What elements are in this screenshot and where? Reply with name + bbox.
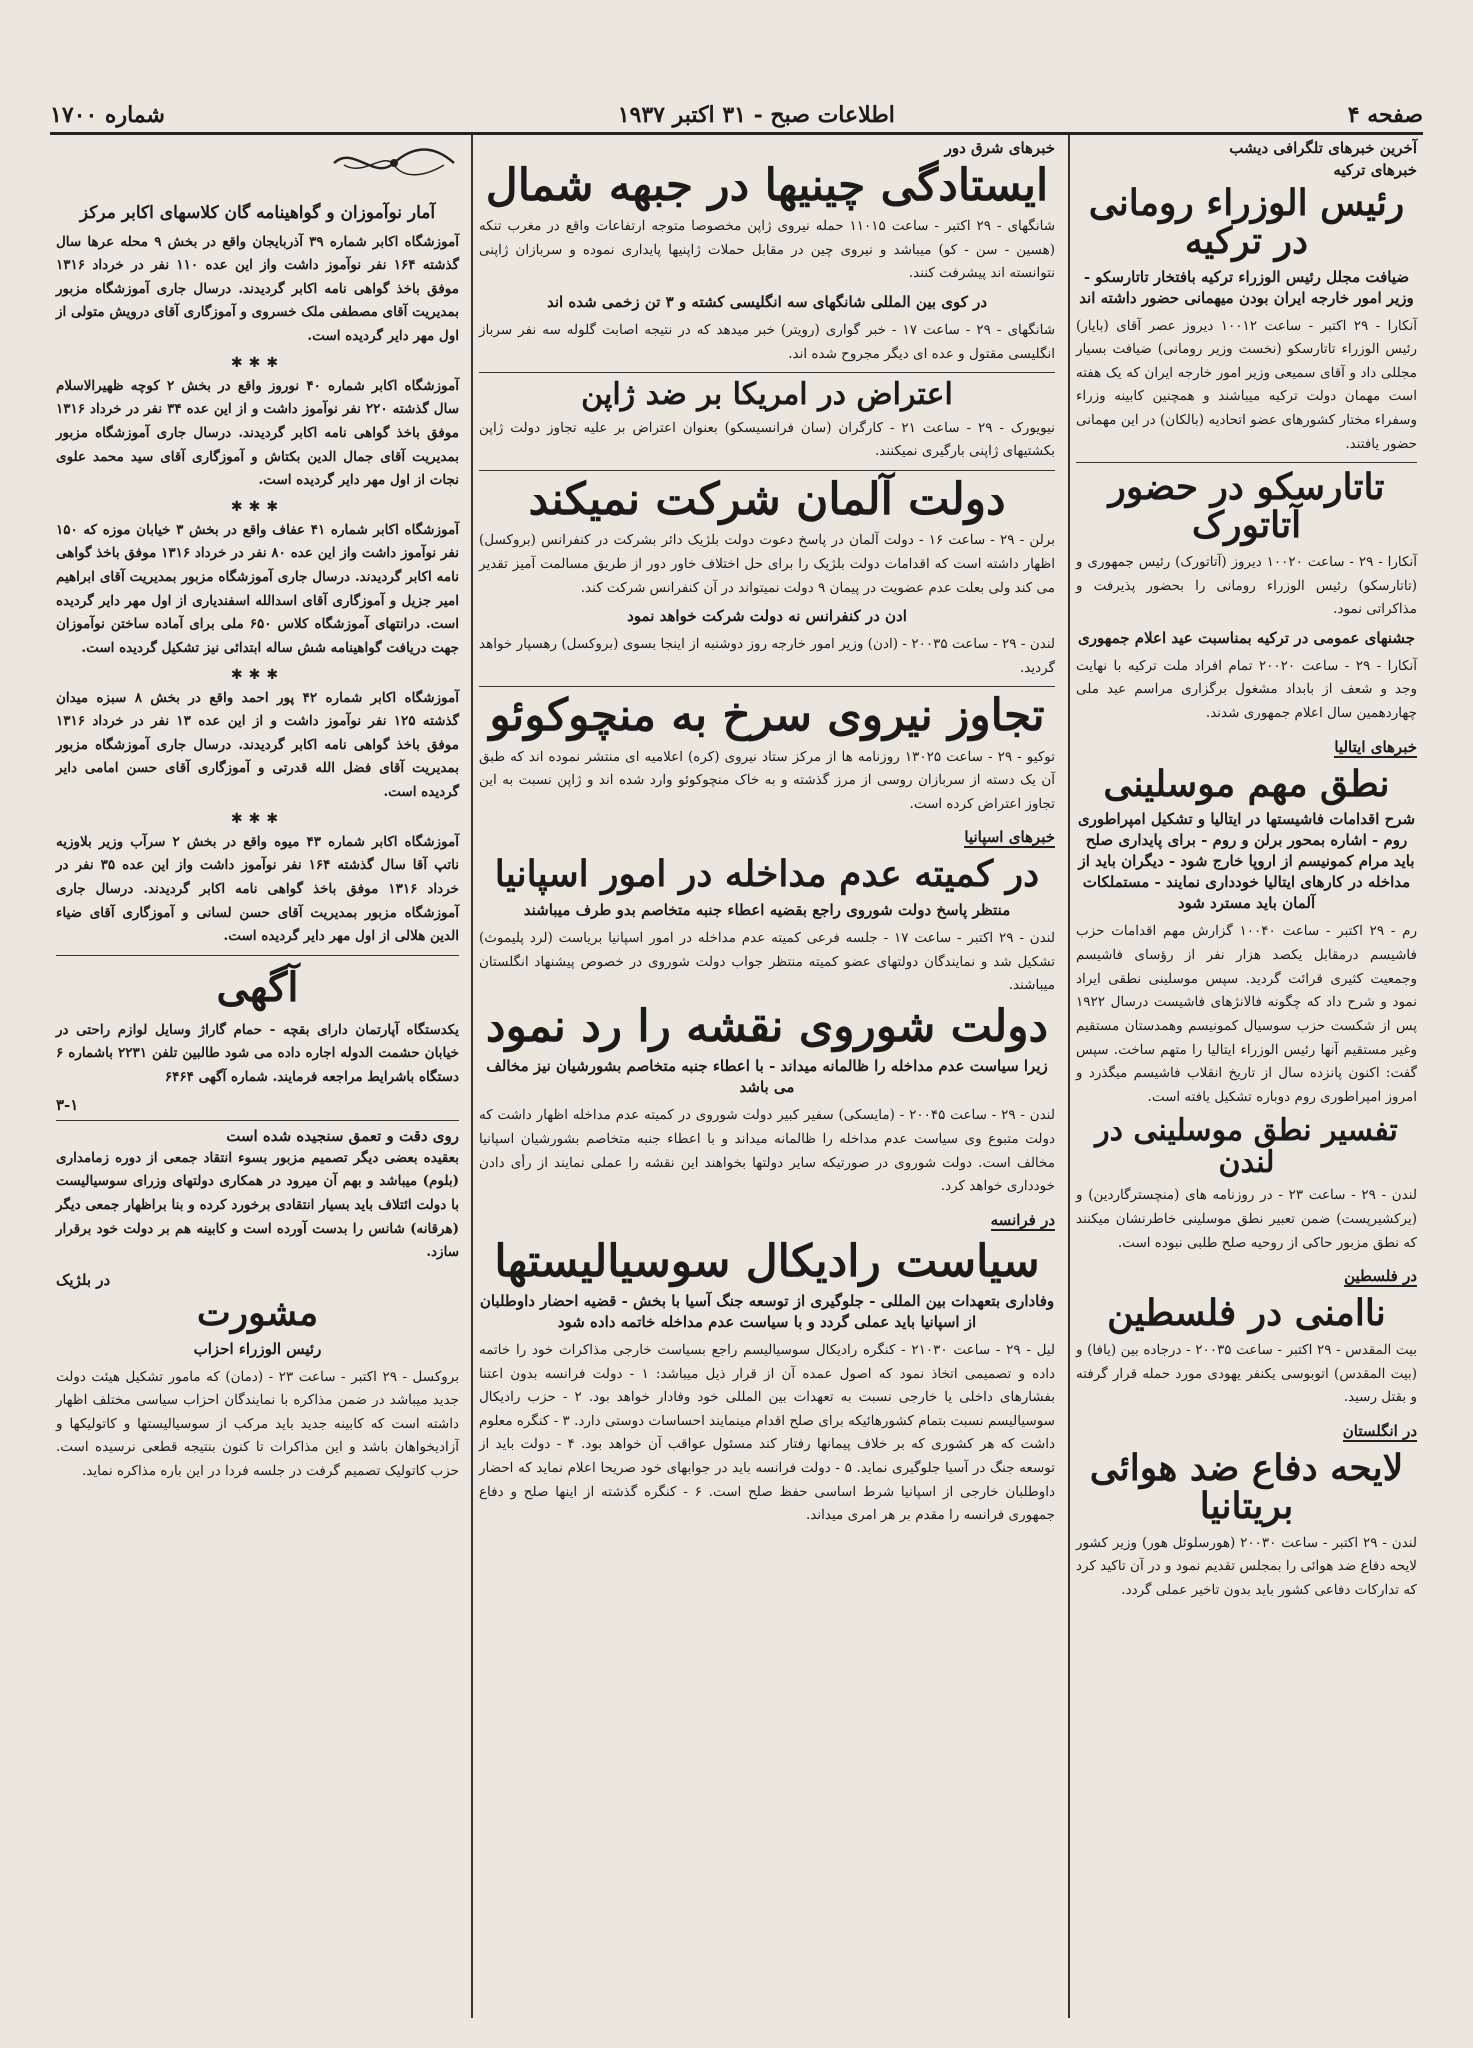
divider [56, 955, 459, 956]
page-number: صفحه ۴ [1347, 102, 1423, 128]
subhead-non-intervention-committee: منتظر پاسخ دولت شوروی راجع بقضیه اعطاء جنبه متخاصم بدو طرف میباشند [523, 901, 1011, 920]
subhead-radical-socialists: وفاداری بتعهدات بین المللی - جلوگیری از توسعه جنگ آسیا با بخش - قضیه احضار داوطلبان از اسپانیا باید عملی گردد و با سیاست عدم مداخله خاتمه داده شود [479, 1291, 1055, 1331]
ad-ref: ۳-۱ [56, 1095, 79, 1114]
school-stat-item: آموزشگاه اکابر شماره ۳۹ آذربایجان واقع در بخش ۹ محله عرها سال گذشته ۱۶۴ نفر نوآموز داشت واز این عده ۱۱۰ نفر در خرداد ۱۳۱۶ موفق باخذ گواهی نامه اکابر گردیدند. درسال جاری آموزشگاه مزبور بمدیریت آقای مصطفی ملک خسروی و آموزگاری آقای درویش متولی از اول مهر دایر گردیده است. [56, 233, 460, 344]
headline-tatarescu-ataturk: تاتارسکو در حضور آتاتورک [1108, 466, 1385, 547]
ad-title: آگهی [216, 963, 299, 1011]
section-spain: خبرهای اسپانیا [964, 828, 1055, 847]
star-divider-icon: ✱✱✱ [230, 354, 285, 371]
section-turkey: خبرهای ترکیه [1333, 161, 1417, 179]
divider [479, 372, 1055, 373]
school-stat-item: آموزشگاه اکابر شماره ۴۳ میوه واقع در بخش ۲ سرآب وزیر بلاوزیه ناتپ آقا سال گذشته ۱۶۴ نفر نوآموز داشت واز این عده ۳۵ نفر در خرداد ۱۳۱۶ موفق باخذ گواهی نامه اکابر گردیدند. درسال جاری آموزشگاه مزبور بمدیریت آقای حسن لسانی و آموزگاری آقای ضیاء الدین هلالی از اول مهر دایر گردیده است. [56, 833, 460, 945]
headline-germany-declines: دولت آلمان شرکت نمیکند [528, 474, 1006, 526]
divider [1076, 462, 1417, 463]
section-france: در فرانسه [990, 1210, 1055, 1229]
headline-palestine-unrest: ناامنی در فلسطین [1107, 1292, 1386, 1335]
subhead-mussolini-speech: شرح اقدامات فاشیستها در ایتالیا و تشکیل امپراطوری روم - اشاره بمحور برلن و روم - برای پایداری صلح باید مرام کمونیسم از اروپا خارج شود - دیگران باید از مداخله در کارهای ایتالیا خودداری نمایند - مستملکات آلمان باید مسترد شود [1077, 810, 1416, 913]
headline-china-north-front: ایستادگی چینیها در جبهه شمال [485, 160, 1049, 211]
adult-school-stats-title: آمار نوآموزان و گواهینامه گان کلاسهای اکابر مرکز [79, 203, 436, 223]
left-column [50, 135, 465, 2018]
opinion-body: بعقیده بعضی دیگر تصمیم مزبور بسوء انتقاد جمعی از دوره زمامداری (بلوم) میباشد و بهم آن میرود در همکاری دولتهای وزرای سوسیالیست با دولت ائتلاف باید بسیار انتقادی برخورد کرده و بنا براظهار جمعی دیگر (هرقانه) شانس را بدست آورده است و کابینه هم بر دولت خود برقرار سازد. [56, 1149, 459, 1261]
headline-red-army-manchukuo: تجاوز نیروی سرخ به منچوکوئو [489, 690, 1045, 742]
subhead-eden-conference: ادن در کنفرانس نه دولت شرکت خواهد نمود [627, 607, 907, 626]
section-far-east: خبرهای شرق دور [944, 139, 1055, 157]
section-tag-wrap [479, 822, 1055, 850]
article-consultation: بروکسل - ۲۹ اکتبر - ساعت ۲۳ - (دمان) که مامور تشکیل هیئت دولت جدید میباشد در ضمن مذاکره با نمایندگان احزاب سیاسی مختلف اظهار داشته است که کابینه جدید باید مرکب از سوسیالیستها و کاتولیکها و آزادیخواهان باشد و این مذاکرات تا کنون بنتیجه قطعی نرسیده است. حزب کاتولیک تصمیم گرفت در جلسه فردا در این باره مذاکره نماید. [56, 1368, 459, 1480]
section-palestine: در فلسطین [1344, 1267, 1417, 1286]
article-romanian-pm: آنکارا - ۲۹ اکتبر - ساعت ۱۰۰۱۲ دیروز عصر آقای (بایار) رئیس الوزراء تاتارسکو (نخست وزیر رومانی) ضیافت بسیار مجللی داد و آقای سمیعی وزیر امور خارجه ایران که یک هفته است مهمان دولت ترکیه میباشند و همچنین کابینه وزراء وسفراء مختار کشورهای عضو اتحادیه (بالکان) در این مهمانی حضور یافتند. [1076, 317, 1417, 452]
headline-consultation: مشورت [196, 1291, 319, 1334]
article-air-defense-bill: لندن - ۲۹ اکتبر - ساعت ۲۰۰۳۰ (هورسلوئل هور) وزیر کشور لایحه دفاع ضد هوائی را بمجلس تقدیم نمود و در آن تاکید کرد که تدارکات دفاعی کشور باید بدون تاخیر عملی گردد. [1076, 1534, 1417, 1598]
headline-non-intervention-committee: در کمیته عدم مداخله در امور اسپانیا [494, 853, 1040, 896]
divider [479, 470, 1055, 471]
section-tag-wrap [1076, 1416, 1417, 1444]
section-italy: خبرهای ایتالیا [1334, 737, 1417, 756]
issue-number: شماره ۱۷۰۰ [50, 102, 165, 128]
subhead-shanghai-casualties: در کوی بین المللی شانگهای سه انگلیسی کشته و ۳ تن زخمی شده اند [546, 293, 988, 312]
masthead-date: اطلاعات صبح - ۳۱ اکتبر ۱۹۳۷ [617, 102, 895, 128]
headline-air-defense-bill: لایحه دفاع ضد هوائی بریتانیا [1089, 1447, 1404, 1527]
divider [56, 1120, 459, 1121]
article-radical-socialists: لیل - ۲۹ - ساعت ۲۱۰۳۰ - کنگره رادیکال سوسیالیسم راجع بسیاست خارجی مذاکرات خود را خاتمه داده و تصمیمی اتخاذ نمود که اصول عمده آن از قرار ذیل میباشد: ۱ - دولت فرانسه بدون اعتنا بفشارهای داخلی یا خارجی نسبت به تعهدات بین المللی خود وفادار خواهد بود. ۲ - حزب رادیکال سوسیالیسم نسبت بتمام کشورهائیکه برای صلح اقدام مینمایند احساسات دوستی دارد. ۳ - کنگره معلوم داشت که هر کشوری که بر خلاف پیمانها رفتار کند مسئول عواقب آن خواهد بود. ۴ - دولت باید از توسعه جنگ در آسیا جلوگیری نماید. ۵ - دولت فرانسه باید در جوابهای خود صریحا اعلام نماید که احضار داوطلبان خارجی از اسپانیا شرط اساسی حفظ صلح است. ۶ - کنگره گذشته از اینها صلح و دفاع جمهوری فرانسه را مقدم بر هر امری میداند. [479, 1341, 1056, 1524]
school-stat-item: آموزشگاه اکابر شماره ۴۱ عفاف واقع در بخش ۳ خیابان موزه که ۱۵۰ نفر نوآموز داشت واز این عده ۸۰ نفر در خرداد ۱۳۱۶ موفق باخذ گواهی نامه اکابر گردیدند. درسال جاری آموزشگاه مزبور بمدیریت آقای ابراهیم امیر جزیل و آموزگاری آقای اسدالله اسفندیاری از اول مهر دایر گردیده است. درانتهای آموزشگاه کلاس ۶۵۰ ملی برای آماده ساختن نوآموزان جهت دریافت گواهینامه شش ساله ابتدائی نیز تشکیل گردیده است. [56, 521, 460, 656]
article-palestine-unrest: بیت المقدس - ۲۹ اکتبر - ساعت ۲۰۰۳۵ - درجاده بین (یافا) و (بیت المقدس) اتوبوسی یکنفر یهودی مورد حمله قرار گرفته و بقتل رسید. [1076, 1342, 1417, 1406]
kicker-telegraph: آخرین خبرهای تلگرافی دیشب [1229, 139, 1417, 157]
article-us-protest-japan: نیویورک - ۲۹ - ساعت ۲۱ - کارگران (سان فرانسیسکو) بعنوان اعتراض بر علیه تجاوز دولت ژاپن بکشتیهای ژاپنی بارگیری نمیکنند. [479, 419, 1055, 460]
right-column [1068, 135, 1423, 2018]
section-tag-wrap [1076, 1261, 1417, 1289]
ornament-icon [329, 143, 459, 183]
star-divider-icon: ✱✱✱ [230, 810, 285, 827]
subhead-soviet-rejects-plan: زیرا سیاست عدم مداخله را ظالمانه میداند - با اعطاء جنبه متخاصم بشورشیان نیز مخالف می باشد [486, 1057, 1048, 1097]
star-divider-icon: ✱✱✱ [230, 666, 285, 683]
opinion-kicker: روی دقت و تعمق سنجیده شده است [226, 1126, 459, 1145]
star-divider-icon: ✱✱✱ [230, 498, 285, 515]
article-shanghai-casualties: شانگهای - ۲۹ - ساعت ۱۷ - خبر گواری (رویتر) خبر میدهد که در نتیجه اصابت گلوله سه نفر سرباز انگلیسی مقتول و عده ای دیگر مجروح شده اند. [479, 322, 1055, 362]
article-red-army-manchukuo: توکیو - ۲۹ - ساعت ۱۳۰۲۵ روزنامه ها از مرکز ستاد نیروی (کره) اعلامیه ای منتشر نموده اند که طبق آن یک دسته از سربازان روسی از مرز گذشته و به خاک منچوکوئو وارد شده اند و ژاپن نسبت به این تجاوز اعتراض کرده است. [479, 748, 1055, 812]
school-stat-item: آموزشگاه اکابر شماره ۴۲ پور احمد واقع در بخش ۸ سبزه میدان گذشته ۱۲۵ نفر نوآموز داشت و از این عده ۱۳ نفر در خرداد ۱۳۱۶ موفق باخذ گواهی نامه اکابر گردیدند. درسال جاری آموزشگاه مزبور بمدیریت آقای فضل الله قدرتی و آموزگاری آقای حسن امامی دایر گردیده است. [56, 689, 459, 800]
subhead-consultation: رئیس الوزراء احزاب [193, 1339, 322, 1358]
article-tatarescu-ataturk: آنکارا - ۲۹ - ساعت ۱۰۰۲۰ دیروز (آتاتورک) رئیس جمهوری و (تاتارسکو) رئیس الوزراء رومانی را بحضور پذیرفت و مذاکراتی نمود. [1076, 553, 1418, 618]
school-stat-item: آموزشگاه اکابر شماره ۴۰ نوروز واقع در بخش ۲ کوچه ظهیرالاسلام سال گذشته ۲۲۰ نفر نوآموز داشت و از این عده ۳۴ نفر در خرداد ۱۳۱۶ موفق باخذ گواهی نامه اکابر گردیدند. درسال جاری آموزشگاه مزبور بمدیریت آقای جمال الدین بکتاش و آموزگاری آقای سید محمد علوی نجات از اول مهر دایر گردیده است. [56, 377, 459, 489]
headline-radical-socialists: سیاست رادیکال سوسیالیستها [494, 1235, 1040, 1287]
article-germany-declines: برلن - ۲۹ - ساعت ۱۶ - دولت آلمان در پاسخ دعوت دولت بلژیک دائر بشرکت در کنفرانس (بروکسل) اظهار داشته است که اقدامات دولت بلژیک را برای حل اختلاف خاور دور از طریق مسالمت آمیز تقدیر می کند ولی بعلت عدم عضویت در پیمان ۹ دولت نمیتواند در آن کنفرانس شرکت کند. [479, 532, 1056, 596]
headline-mussolini-london: تفسیر نطق موسلینی در لندن [1095, 1113, 1398, 1180]
section-tag-wrap [479, 1205, 1055, 1233]
divider [479, 686, 1055, 687]
section-tag-wrap [1076, 732, 1417, 760]
section-belgium: در بلژیک [56, 1270, 111, 1289]
subhead-republic-day: جشنهای عمومی در ترکیه بمناسبت عید اعلام جمهوری [1077, 628, 1416, 647]
article-republic-day: آنکارا - ۲۹ - ساعت ۲۰۰۲۰ تمام افراد ملت ترکیه با نهایت وجد و شعف از بابداد مشغول برگزاری مراسم عید ملی چهاردهمین سال اعلام جمهوری شدند. [1076, 657, 1418, 722]
article-eden-conference: لندن - ۲۹ - ساعت ۲۰۰۳۵ - (ادن) وزیر امور خارجه روز دوشنبه از اینجا بسوی (بروکسل) رهسپار خواهد گردید. [479, 636, 1056, 676]
middle-column [471, 135, 1061, 2018]
article-soviet-rejects-plan: لندن - ۲۹ - ساعت ۲۰۰۴۵ - (مایسکی) سفیر کبیر دولت شوروی در کمیته عدم مداخله اظهار داشت که دولت متبوع وی سیاست عدم مداخله را ظالمانه میداند و با اعطاء جنبه متخاصم بشورشیان اسپانیا مخالف است. دولت شوروی در صورتیکه سایر دولتها بخواهند این نقشه را عملی نمایند از رأی دادن خودداری خواهد کرد. [479, 1107, 1056, 1195]
article-non-intervention-committee: لندن - ۲۹ اکتبر - ساعت ۱۷ - جلسه فرعی کمیته عدم مداخله در امور اسپانیا بریاست (لرد پلیموث) تشکیل شد و نمایندگان دولتهای عضو کمیته منتظر جواب دولت شوروی در خصوص پیشنهاد انگلستان میباشند. [479, 930, 1055, 994]
ad-body: یکدستگاه آپارتمان دارای بقچه - حمام گاراژ وسایل لوازم راحتی در خیابان حشمت الدوله اجاره داده می شود طالبین تلفن ۲۲۳۱ باشماره ۶ دستگاه باشرایط مراجعه فرمایند. شماره آگهی ۶۴۶۴ [56, 1021, 460, 1085]
headline-us-protest-japan: اعتراض در امریکا بر ضد ژاپن [581, 377, 953, 413]
section-england: در انگلستان [1342, 1422, 1417, 1441]
headline-mussolini-speech: نطق مهم موسلینی [1103, 762, 1390, 805]
headline-romanian-pm: رئیس الوزراء رومانی در ترکیه [1088, 182, 1405, 262]
subhead-reception: ضیافت مجلل رئیس الوزراء ترکیه بافتخار تاتارسکو - وزیر امور خارجه ایران بودن میهمانی حضور داشته اند [1079, 267, 1414, 307]
article-china-north-front: شانگهای - ۲۹ اکتبر - ساعت ۱۱۰۱۵ حمله نیروی ژاپن مخصوصا متوجه ارتفاعات واقع در مغرب تنکه (هسین - سن - کو) میباشد و نیروی چین در مقابل حملات ژاپنیها پایداری نموده و سربازان ژاپنی نتوانسته اند پیشرفت کنند. [479, 218, 1056, 282]
article-mussolini-speech: رم - ۲۹ اکتبر - ساعت ۱۰۰۴۰ گزارش مهم اقدامات حزب فاشیسم درمقابل یکصد هزار نفر از رؤسای فاشیسم وجمعیت کثیری قرائت گردید. سپس موسلینی نطقی ایراد نمود و شرح داد که چگونه فالانژهای فاشیست درسال ۱۹۲۲ پس از شکست حزب سوسیال کمونیسم وهمدستان مستقیم وغیر مستقیم آنها رئیس الوزراء ایتالیا را متهم ساخت. سپس گفت: اکنون پانزده سال از تاریخ انقلاب فاشیسم میگذرد و امروز امپراطوری روم دوباره تشکیل یافته است. [1076, 923, 1417, 1105]
headline-soviet-rejects-plan: دولت شوروی نقشه را رد نمود [485, 1001, 1049, 1053]
masthead [50, 92, 1423, 135]
article-mussolini-london: لندن - ۲۹ - ساعت ۲۳ - در روزنامه های (منچسترگاردین) و (یرکشیرپست) ضمن تعبیر نطق موسلینی خاطرنشان میکنند که نطق مزبور حاکی از روحیه صلح طلبی نبوده است. [1076, 1187, 1417, 1251]
